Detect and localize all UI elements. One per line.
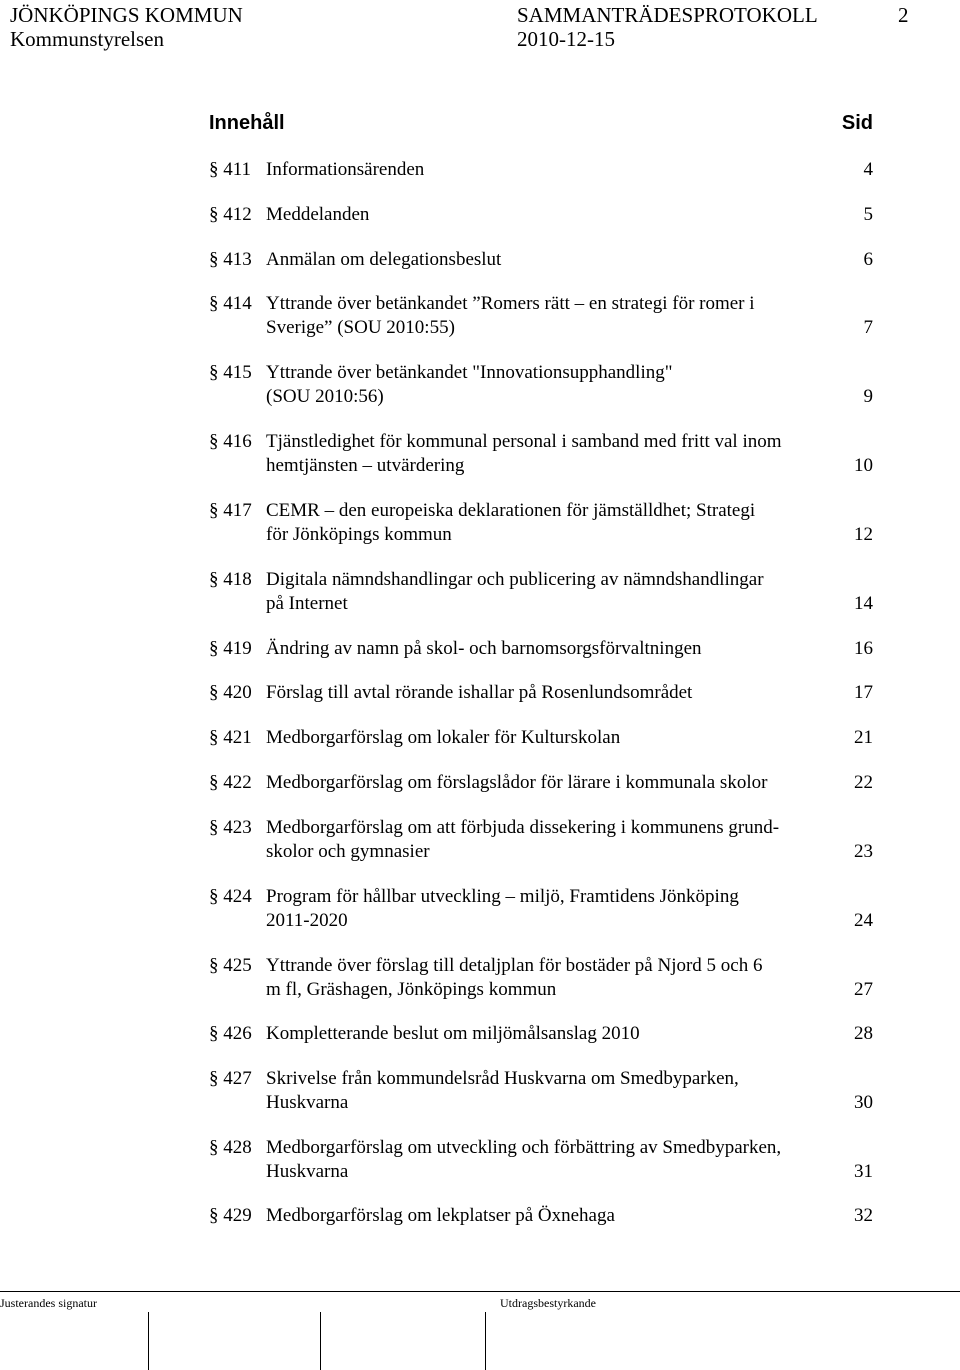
section-number: § 428 [209, 1137, 252, 1158]
signature-divider [320, 1312, 321, 1370]
entry-page-number: 17 [854, 682, 873, 703]
entry-page-number: 9 [863, 386, 873, 407]
entry-title: Yttrande över betänkandet ”Romers rätt – en strategi för romer i Sverige” (SOU 2010:55) [266, 293, 755, 338]
signature-label: Justerandes signatur [0, 1296, 97, 1310]
section-number: § 421 [209, 727, 252, 748]
entry-page-number: 7 [863, 317, 873, 338]
footer-divider [0, 1291, 960, 1292]
entry-page-number: 28 [854, 1023, 873, 1044]
toc-title: Innehåll [209, 112, 285, 134]
entry-title: Skrivelse från kommundelsråd Huskvarna om Smedbyparken, Huskvarna [266, 1068, 739, 1113]
entry-title: Medborgarförslag om lekplatser på Öxnehaga [266, 1205, 615, 1226]
meeting-date: 2010-12-15 [517, 27, 615, 51]
entry-page-number: 30 [854, 1092, 873, 1113]
section-number: § 413 [209, 249, 252, 270]
section-number: § 424 [209, 886, 252, 907]
entry-title: CEMR – den europeiska deklarationen för jämställdhet; Strategi för Jönköpings kommun [266, 500, 756, 545]
section-number: § 419 [209, 638, 252, 659]
section-number: § 425 [209, 955, 252, 976]
org-name: JÖNKÖPINGS KOMMUN [10, 3, 243, 27]
signature-divider [148, 1312, 149, 1370]
entry-page-number: 21 [854, 727, 873, 748]
entry-page-number: 24 [854, 910, 873, 931]
page-number: 2 [898, 3, 909, 27]
section-number: § 416 [209, 431, 252, 452]
section-number: § 414 [209, 293, 252, 314]
entry-page-number: 22 [854, 772, 873, 793]
entry-title: Medborgarförslag om förslagslådor för lärare i kommunala skolor [266, 772, 768, 793]
entry-page-number: 31 [854, 1161, 873, 1182]
entry-title: Medborgarförslag om utveckling och förbättring av Smedbyparken, Huskvarna [266, 1137, 782, 1182]
entry-page-number: 5 [863, 204, 873, 225]
entry-title: Yttrande över förslag till detaljplan för bostäder på Njord 5 och 6 m fl, Gräshagen, Jönköpings kommun [266, 955, 763, 1000]
entry-title: Kompletterande beslut om miljömålsanslag 2010 [266, 1023, 640, 1044]
entry-page-number: 16 [854, 638, 873, 659]
entry-page-number: 4 [863, 159, 873, 180]
entry-title: Informationsärenden [266, 159, 425, 180]
toc-heading [209, 112, 873, 140]
entry-title: Program för hållbar utveckling – miljö, Framtidens Jönköping 2011-2020 [266, 886, 739, 931]
excerpt-label: Utdragsbestyrkande [500, 1296, 596, 1310]
entry-title: Yttrande över betänkandet "Innovationsupphandling" (SOU 2010:56) [266, 362, 673, 407]
signature-divider [485, 1312, 486, 1370]
section-number: § 429 [209, 1205, 252, 1226]
entry-page-number: 12 [854, 524, 873, 545]
entry-title: Tjänstledighet för kommunal personal i samband med fritt val inom hemtjänsten – utvärdering [266, 431, 782, 476]
board-name: Kommunstyrelsen [10, 27, 164, 51]
entry-page-number: 14 [854, 593, 873, 614]
section-number: § 412 [209, 204, 252, 225]
section-number: § 422 [209, 772, 252, 793]
entry-page-number: 6 [863, 249, 873, 270]
section-number: § 423 [209, 817, 252, 838]
section-number: § 420 [209, 682, 252, 703]
entry-title: Meddelanden [266, 204, 370, 225]
toc-page-column-header: Sid [841, 112, 873, 134]
section-number: § 415 [209, 362, 252, 383]
section-number: § 418 [209, 569, 252, 590]
entry-title: Medborgarförslag om lokaler för Kulturskolan [266, 727, 621, 748]
entry-page-number: 32 [854, 1205, 873, 1226]
entry-title: Medborgarförslag om att förbjuda dissekering i kommunens grund- skolor och gymnasier [266, 817, 780, 862]
section-number: § 426 [209, 1023, 252, 1044]
entry-title: Ändring av namn på skol- och barnomsorgsförvaltningen [266, 638, 702, 659]
entry-title: Förslag till avtal rörande ishallar på Rosenlundsområdet [266, 682, 693, 703]
document-type: SAMMANTRÄDESPROTOKOLL [517, 3, 818, 27]
entry-page-number: 10 [854, 455, 873, 476]
section-number: § 427 [209, 1068, 252, 1089]
entry-page-number: 23 [854, 841, 873, 862]
entry-title: Anmälan om delegationsbeslut [266, 249, 502, 270]
section-number: § 417 [209, 500, 252, 521]
entry-title: Digitala nämndshandlingar och publicering av nämndshandlingar på Internet [266, 569, 764, 614]
entry-page-number: 27 [854, 979, 873, 1000]
section-number: § 411 [209, 159, 252, 180]
